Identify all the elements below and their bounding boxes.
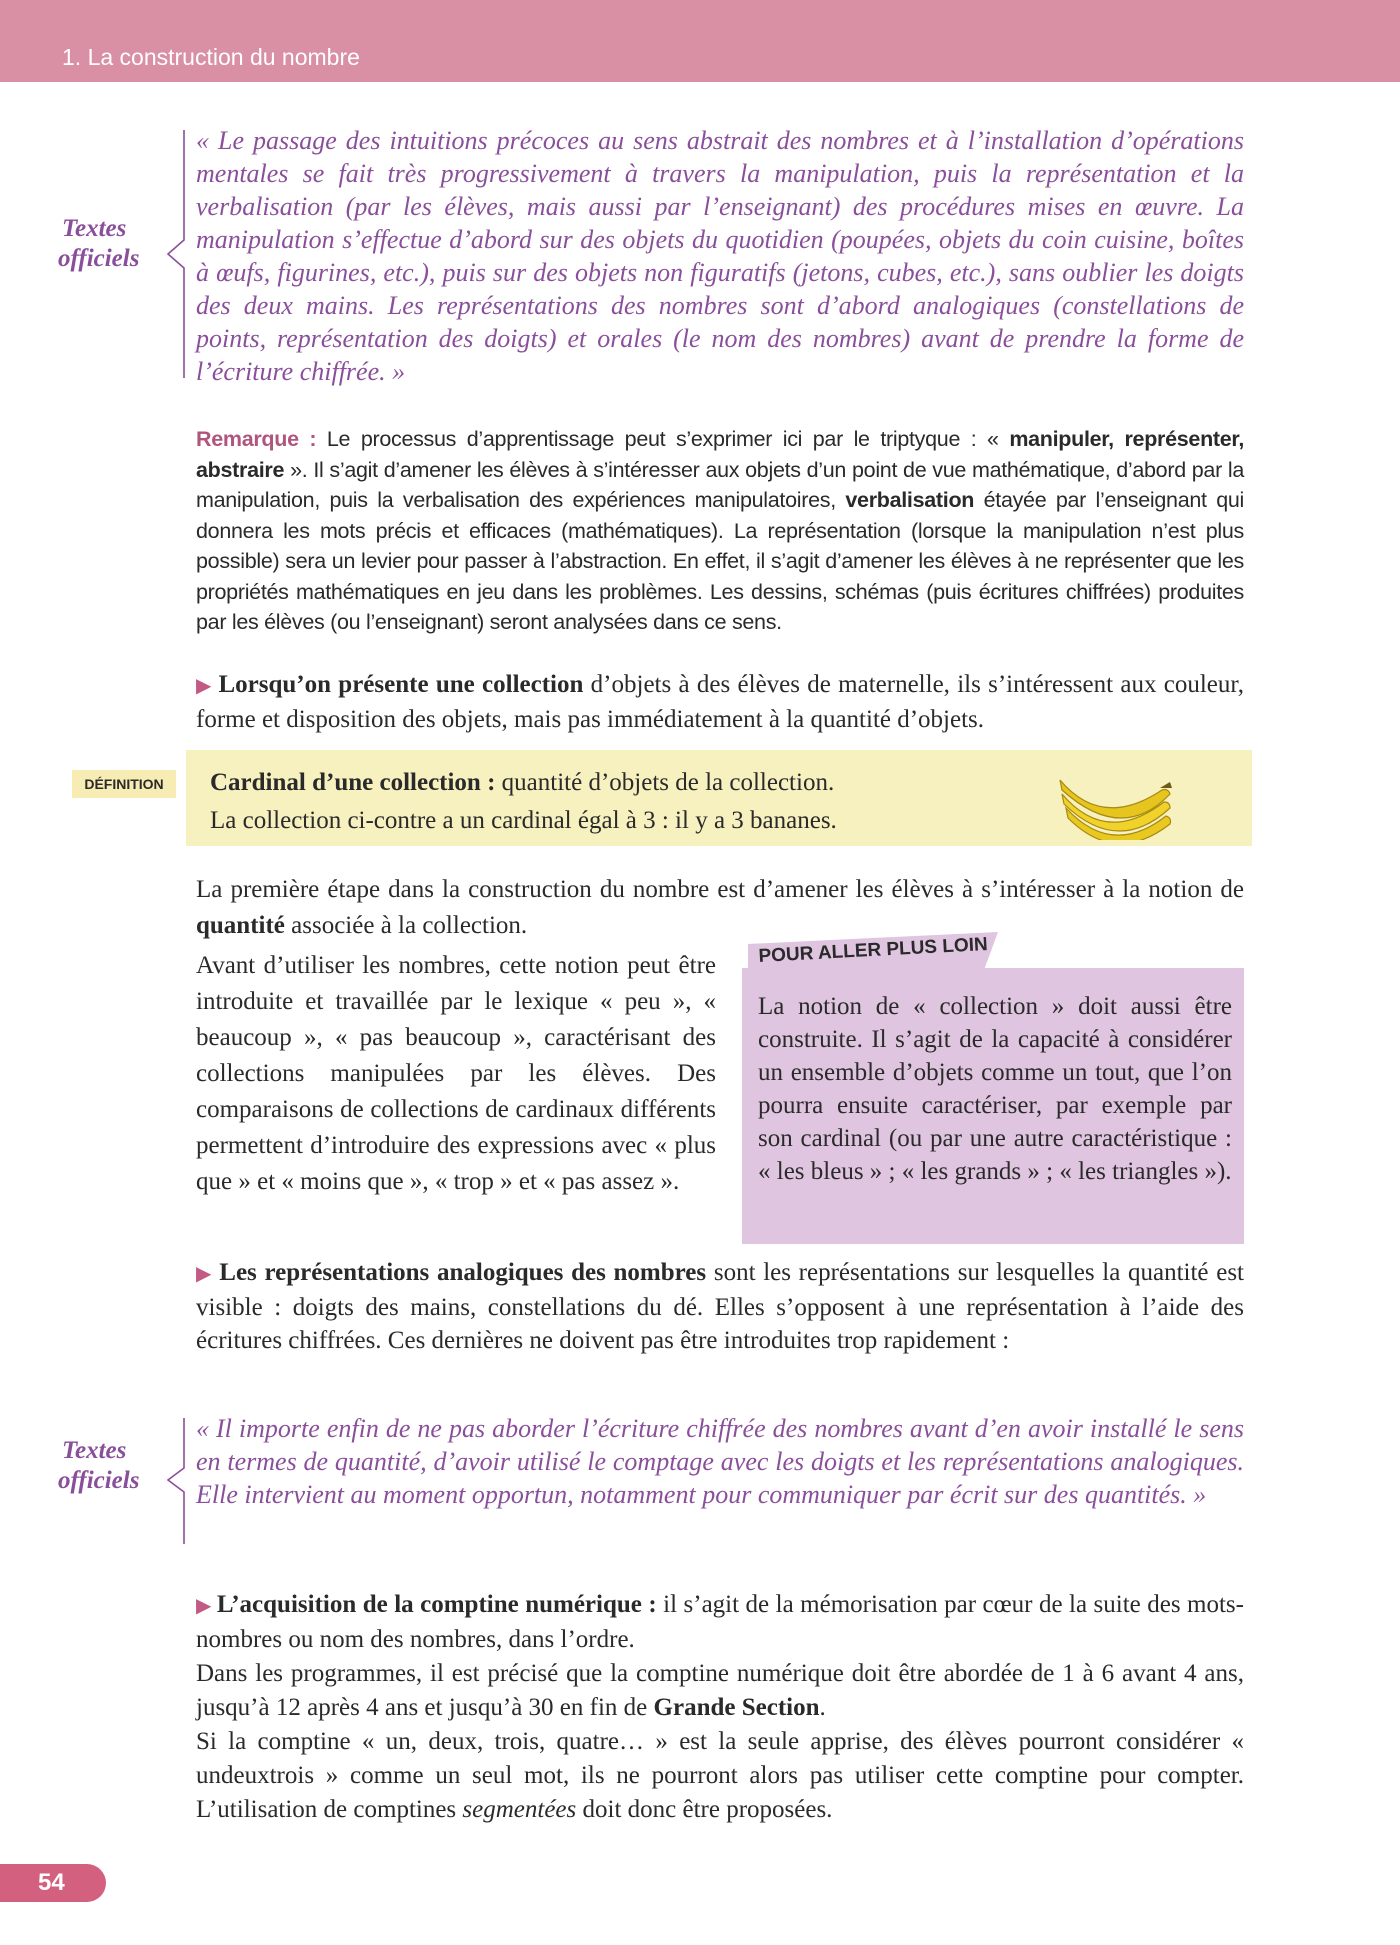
paragraph-text: doit donc être proposées. bbox=[576, 1796, 833, 1823]
page-number: 54 bbox=[0, 1864, 106, 1902]
official-quote-1: « Le passage des intuitions précoces au sens abstrait des nombres et à l’installation d’opérations mentales se fait très progressivement à travers la manipulation, puis la représentation et la verbalisation (par les élèves, mais aussi par l’enseignant) des procédures mises en œuvre. La manipulation s’effectue d’abord sur des objets du quotidien (poupées, objets du coin cuisine, boîtes à œufs, figurines, etc.), puis sur des objets non figuratifs (jetons, cubes, etc.), sans oublier les doigts des deux mains. Les représentations des nombres sont d’abord analogiques (constellations de points, représentation des doigts) et orales (le nom des nombres) avant de prendre la forme de l’écriture chiffrée. » bbox=[196, 126, 1244, 386]
definition-text bbox=[210, 764, 837, 840]
comptine-paragraph bbox=[196, 1588, 1244, 1827]
paragraph-bold: L’acquisition de la comptine numérique : bbox=[216, 1591, 657, 1618]
label-line: officiels bbox=[58, 1467, 140, 1494]
lexicon-paragraph: Avant d’utiliser les nombres, cette notion peut être introduite et travaillée par le lexique « peu », « beaucoup », « pas beaucoup », caractérisant des collections manipulées par les élèves. Des comparaisons de collections de cardinaux différents permettent d’introduire des expressions avec « plus que » et « moins que », « trop » et « pas assez ». bbox=[196, 952, 716, 1195]
definition-box bbox=[186, 750, 1252, 846]
remark-text: Le processus d’apprentissage peut s’exprimer ici par le triptyque : « bbox=[316, 427, 1010, 451]
first-step-paragraph bbox=[196, 872, 1244, 944]
remark-bold: manipuler, représenter, abstraire bbox=[196, 427, 1244, 482]
label-line: Textes bbox=[62, 215, 127, 242]
paragraph-bold: Lorsqu’on présente une collection bbox=[218, 671, 584, 698]
right-triangle-icon: ▶ bbox=[196, 1595, 217, 1617]
remark-label: Remarque : bbox=[196, 427, 317, 451]
remark-text: ». Il s’agit d’amener les élèves à s’intéresser aux objets d’un point de vue mathématique, d’abord par la manipulation, puis la verbalisation des expériences manipulatoires, bbox=[196, 457, 1244, 512]
paragraph-text: associée à la collection. bbox=[284, 912, 528, 939]
paragraph-bold: Les représentations analogiques des nombres bbox=[219, 1259, 707, 1286]
paragraph-text: il s’agit de la mémorisation par cœur de la suite des mots-nombres ou nom des nombres, dans l’ordre. bbox=[196, 1591, 1244, 1653]
paragraph-text: La première étape dans la construction du nombre est d’amener les élèves à s’intéresser à la notion de bbox=[196, 876, 1244, 903]
quote-brace bbox=[162, 128, 188, 380]
paragraph-bold: Grande Section bbox=[653, 1694, 820, 1721]
bananas-image bbox=[1052, 760, 1176, 840]
analog-paragraph bbox=[196, 1256, 1244, 1357]
paragraph-text: Dans les programmes, il est précisé que la comptine numérique doit être abordée de 1 à 6 avant 4 ans, jusqu’à 12 après 4 ans et jusqu’à 30 en fin de bbox=[196, 1660, 1244, 1721]
remark-text: étayée par l’enseignant qui donnera les mots précis et efficaces (mathématiques). La représentation (lorsque la manipulation n’est plus possible) sera un levier pour passer à l’abstraction. En effet, il s’agit d’amener les élèves à ne représenter que les propriétés mathématiques en jeu dans les problèmes. Les dessins, schémas (puis écritures chiffrées) produites par les élèves (ou l’enseignant) seront analysées dans ce sens. bbox=[196, 488, 1244, 634]
definition-term: Cardinal d’une collection : bbox=[210, 769, 496, 796]
definition-tag: DÉFINITION bbox=[72, 770, 176, 798]
official-texts-label bbox=[58, 1436, 158, 1496]
right-triangle-icon: ▶ bbox=[196, 675, 219, 697]
definition-body: quantité d’objets de la collection. bbox=[495, 769, 835, 796]
right-triangle-icon: ▶ bbox=[196, 1263, 220, 1285]
paragraph-text: Si la comptine « un, deux, trois, quatre… » est la seule apprise, des élèves pourront considérer « undeuxtrois » comme un seul mot, ils ne pourront alors pas utiliser cette comptine pour compter. L’utilisation de comptines bbox=[196, 1728, 1244, 1823]
paragraph-italic: segmentées bbox=[462, 1796, 577, 1823]
further-box bbox=[742, 968, 1244, 1244]
paragraph-text: . bbox=[819, 1694, 826, 1721]
paragraph-bold: quantité bbox=[196, 912, 285, 939]
paragraph-text: d’objets à des élèves de maternelle, ils s’intéressent aux couleur, forme et disposition des objets, mais pas immédiatement à la quantité d’objets. bbox=[196, 671, 1244, 733]
page-header bbox=[0, 0, 1400, 82]
definition-example: La collection ci-contre a un cardinal égal à 3 : il y a 3 bananes. bbox=[210, 807, 837, 834]
collection-paragraph bbox=[196, 668, 1244, 736]
quote-brace bbox=[162, 1416, 188, 1546]
remark-paragraph bbox=[196, 424, 1244, 638]
paragraph-text: sont les représentations sur lesquelles la quantité est visible : doigts des mains, constellations du dé. Elles s’opposent à une représentation à l’aide des écritures chiffrées. Ces dernières ne doivent pas être introduites trop rapidement : bbox=[196, 1259, 1244, 1354]
further-tag: POUR ALLER PLUS LOIN bbox=[758, 933, 989, 967]
further-text: La notion de « collection » doit aussi être construite. Il s’agit de la capacité à considérer un ensemble d’objets comme un tout, que l’on pourra ensuite caractériser, par exemple par son cardinal (ou par une autre caractéristique : « les bleus » ; « les grands » ; « les triangles »). bbox=[758, 993, 1232, 1185]
chapter-title: 1. La construction du nombre bbox=[62, 44, 360, 70]
remark-bold: verbalisation bbox=[845, 488, 975, 512]
label-line: officiels bbox=[58, 245, 140, 272]
label-line: Textes bbox=[62, 1437, 127, 1464]
official-texts-label bbox=[58, 214, 158, 274]
official-quote-2: « Il importe enfin de ne pas aborder l’écriture chiffrée des nombres avant d’en avoir installé le sens en termes de quantité, d’avoir utilisé le comptage avec les doigts et les représentations analogiques. Elle intervient au moment opportun, notamment pour communiquer par écrit sur des quantités. » bbox=[196, 1414, 1244, 1509]
